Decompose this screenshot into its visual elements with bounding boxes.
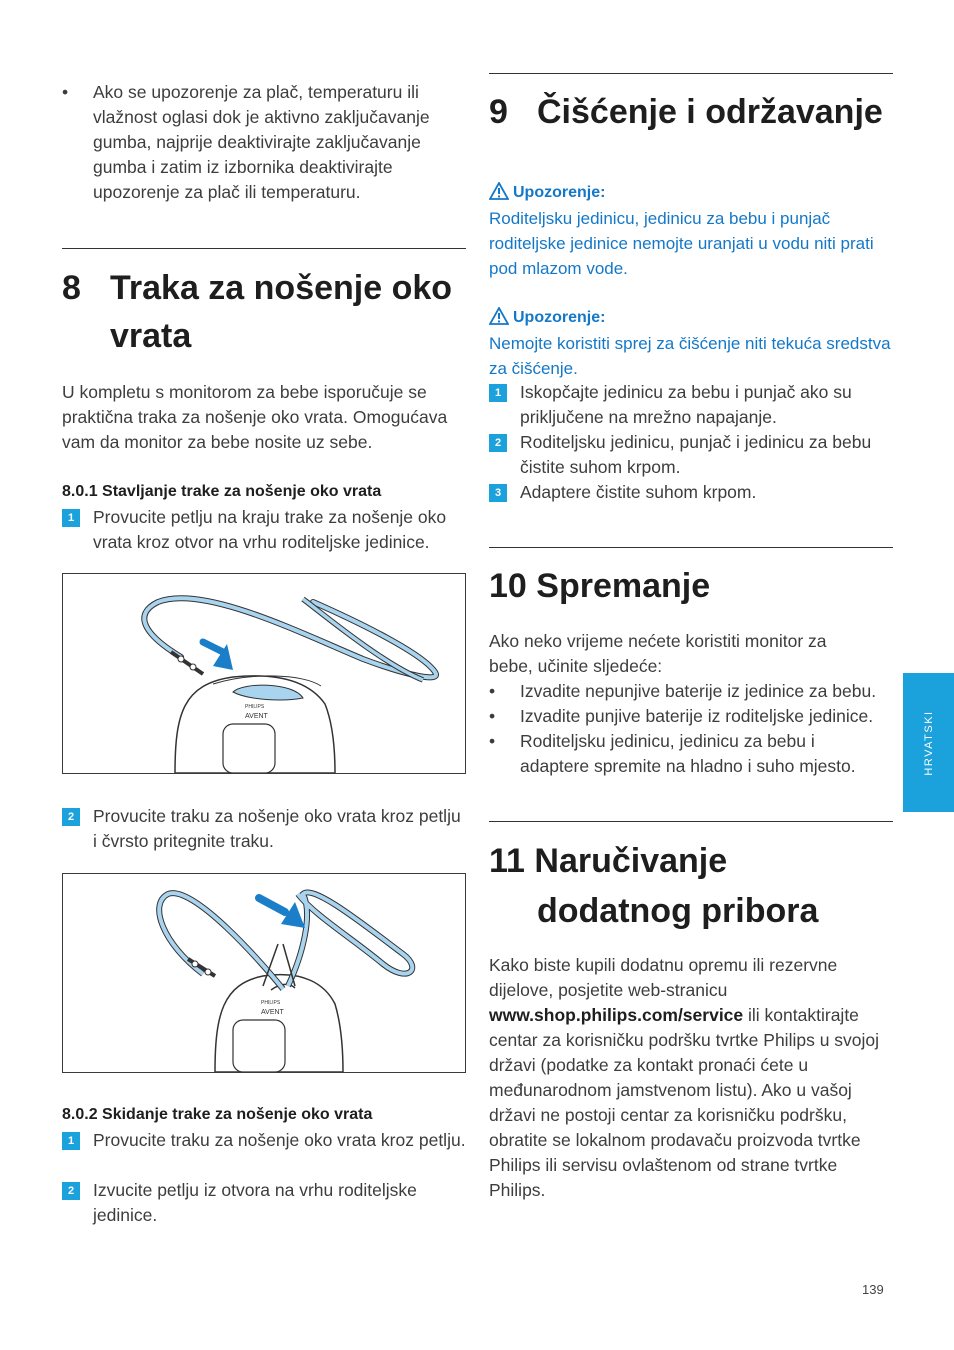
warning-2-title-row [489, 306, 605, 330]
section-10-rule [489, 547, 893, 548]
section-11-body [489, 953, 895, 1203]
step-text: Provucite traku za nošenje oko vrata kroz petlju. [93, 1130, 466, 1150]
section-11-rule [489, 821, 893, 822]
step-text: Provucite petlju na kraju trake za nošenje oko vrata kroz otvor na vrhu roditeljske jedinice. [93, 507, 447, 552]
step-badge: 1 [62, 1132, 80, 1150]
step-9-3 [489, 480, 893, 506]
section-9-title: Čišćenje i održavanje [537, 93, 883, 131]
intro-bullet [62, 80, 466, 210]
warning-2-text: Nemojte koristiti sprej za čišćenje niti tekuća sredstva za čišćenje. [489, 334, 891, 378]
bullet-dot: • [62, 82, 69, 102]
section-8-number: 8 [62, 269, 81, 307]
warning-1-title: Upozorenje: [513, 184, 606, 201]
section-9-rule [489, 73, 893, 74]
section-11-text-after: ili kontaktirajte centar za korisničku podršku tvrtke Philips u svojoj državi (podatke za kontakt pronaći ćete u međunarodnom jamstvenom listu). Ako u vašoj državi ne postoji centar za korisničku podršku, obratite se lokalnom prodavaču proizvoda tvrtke Philips ili servisu ovlaštenom od strane tvrtke Philips. [489, 1005, 880, 1200]
step-9-1 [489, 380, 893, 432]
section-11-text-before: Kako biste kupili dodatnu opremu ili rezervne dijelove, posjetite web-stranicu [489, 955, 838, 1000]
step-badge: 3 [489, 484, 507, 502]
shop-link[interactable]: www.shop.philips.com/service [489, 1005, 744, 1025]
warning-icon [489, 307, 509, 325]
step-8-0-2-1 [62, 1128, 466, 1180]
step-text: Provucite traku za nošenje oko vrata kroz petlju i čvrsto pritegnite traku. [93, 806, 461, 851]
figure-strap-loop [62, 573, 466, 774]
page-number: 139 [862, 1282, 884, 1297]
section-10-bullet-2 [489, 704, 893, 730]
bullet-dot: • [489, 681, 496, 701]
language-tab [903, 673, 954, 812]
bullet-text: Izvadite punjive baterije iz roditeljske jedinice. [520, 706, 874, 726]
avent-logo: AVENT [261, 1009, 284, 1016]
step-text: Izvucite petlju iz otvora na vrhu roditeljske jedinice. [93, 1180, 417, 1225]
strap-loop-illustration [63, 574, 465, 773]
strap-tighten-illustration [63, 874, 465, 1072]
step-badge: 1 [489, 384, 507, 402]
section-9-number: 9 [489, 93, 508, 131]
section-10-bullet-1 [489, 679, 893, 705]
bullet-dot: • [489, 731, 496, 751]
step-8-0-1-1 [62, 505, 466, 557]
warning-1-text: Roditeljsku jedinicu, jedinicu za bebu i punjač roditeljske jedinice nemojte uranjati u vodu niti prati pod mlazom vode. [489, 209, 874, 278]
step-8-0-2-2 [62, 1178, 466, 1230]
subsection-8-0-1-title: 8.0.1 Stavljanje trake za nošenje oko vrata [62, 483, 382, 500]
step-badge: 2 [62, 1182, 80, 1200]
warning-icon [489, 182, 509, 200]
step-badge: 1 [62, 509, 80, 527]
bullet-text: Roditeljsku jedinicu, jedinicu za bebu i adaptere spremite na hladno i suho mjesto. [520, 731, 856, 776]
section-10-intro: Ako neko vrijeme nećete koristiti monitor za bebe, učinite sljedeće: [489, 631, 827, 676]
step-text: Roditeljsku jedinicu, punjač i jedinicu za bebu čistite suhom krpom. [520, 432, 872, 477]
step-badge: 2 [489, 434, 507, 452]
section-8-rule [62, 248, 466, 249]
philips-logo: PHILIPS [245, 704, 265, 710]
section-8-intro: U kompletu s monitorom za bebe isporučuje se praktična traka za nošenje oko vrata. Omogućava vam da monitor za bebe nosite uz sebe. [62, 382, 448, 452]
figure-strap-tighten [62, 873, 466, 1073]
bullet-text: Izvadite nepunjive baterije iz jedinice za bebu. [520, 681, 877, 701]
step-8-0-1-2 [62, 804, 466, 856]
bullet-dot: • [489, 706, 496, 726]
section-8-title-line1: Traka za nošenje oko [110, 269, 453, 307]
warning-1-title-row [489, 181, 605, 205]
section-10-heading: 10 Spremanje [489, 567, 711, 605]
step-text: Adaptere čistite suhom krpom. [520, 482, 757, 502]
section-10-bullet-3 [489, 729, 874, 781]
warning-2-title: Upozorenje: [513, 309, 606, 326]
step-9-2 [489, 430, 893, 482]
step-text: Iskopčajte jedinicu za bebu i punjač ako su priključene na mrežno napajanje. [520, 382, 852, 427]
intro-bullet-text: Ako se upozorenje za plač, temperaturu ili vlažnost oglasi dok je aktivno zaključavanje gumba, najprije deaktivirajte zaključavanje gumba i zatim iz izbornika deaktivirajte upozorenje za plač ili temperaturu. [93, 82, 430, 202]
section-8-title-line2: vrata [110, 317, 192, 355]
language-tab-label: HRVATSKI [922, 709, 935, 776]
section-11-title-line2: dodatnog pribora [537, 892, 819, 930]
subsection-8-0-2-title: 8.0.2 Skidanje trake za nošenje oko vrata [62, 1106, 373, 1123]
avent-logo: AVENT [245, 713, 268, 720]
section-11-title-line1: 11 Naručivanje [489, 842, 728, 880]
step-badge: 2 [62, 808, 80, 826]
philips-logo: PHILIPS [261, 1000, 281, 1006]
